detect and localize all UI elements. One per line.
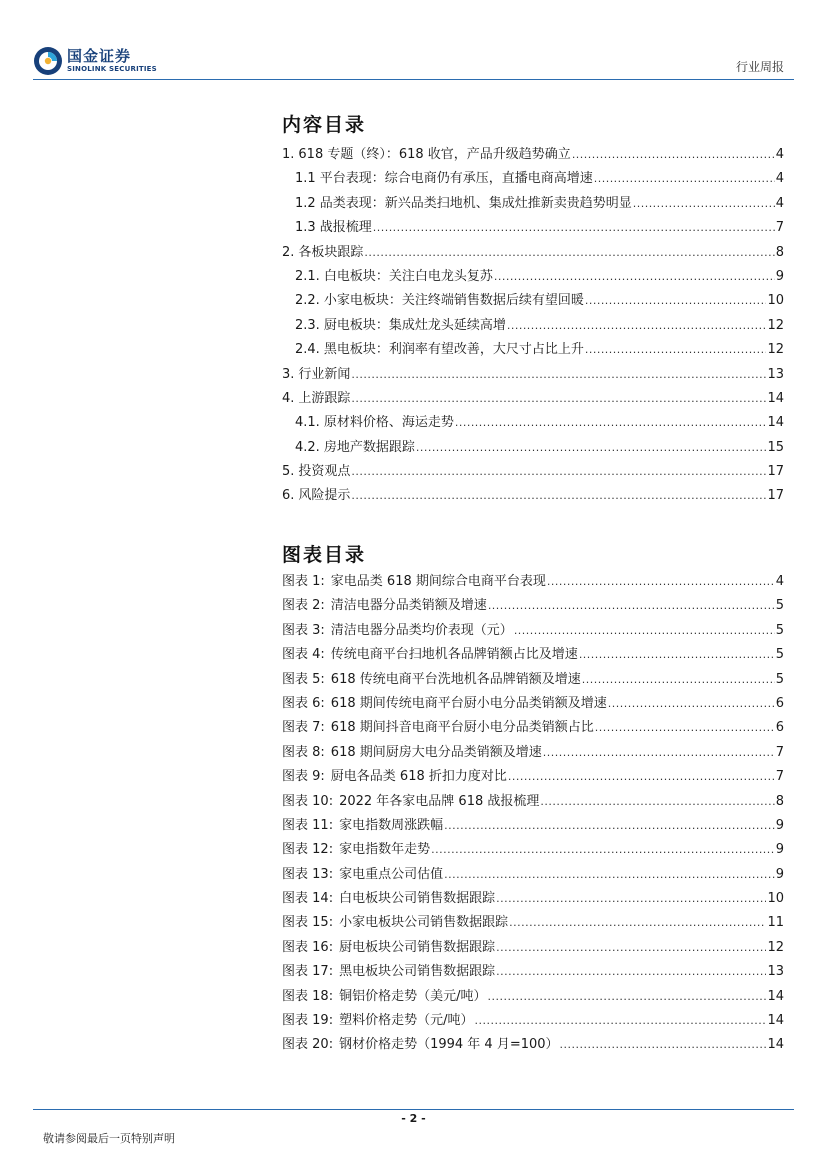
dot-leader [572,148,775,161]
toc-entry-page: 15 [767,439,784,455]
dot-leader [508,770,775,783]
figure-entry-colon: : [328,915,334,931]
figure-entry-page: 7 [775,769,784,785]
dot-leader [594,172,775,185]
toc-entry[interactable] [282,265,784,289]
toc-entry-text: 房地产数据跟踪 [323,439,415,455]
dot-leader [560,1038,767,1051]
figure-entry-colon: : [328,817,334,833]
toc-entry[interactable] [282,216,784,240]
toc-entry-text: 白电板块：关注白电龙头复苏 [323,268,493,284]
figure-entry-colon: : [320,695,325,711]
toc-entry-page: 9 [775,268,784,284]
dot-leader [509,916,766,929]
toc-entry-text: 投资观点 [298,464,351,480]
figure-entry[interactable] [282,643,784,667]
dot-leader [582,673,775,686]
figure-entry-label: 图表 2 [282,598,321,614]
figure-entry-text: 铜铝价格走势（美元/吨） [339,988,487,1004]
figure-entry[interactable] [282,790,784,814]
figure-entry-label: 图表 9 [282,769,321,785]
figure-entry-page: 6 [775,695,784,711]
dot-leader [633,197,775,210]
figure-entry[interactable] [282,985,784,1009]
toc-entry-text: 风险提示 [298,488,351,504]
figure-entry-page: 5 [775,622,784,638]
dot-leader [585,343,767,356]
figure-entry-page: 14 [767,988,784,1004]
figure-entry-colon: : [328,1013,334,1029]
figure-entry-label: 图表 10 [282,793,329,809]
toc-entry-number: 1.2 [295,195,316,211]
toc-entry-text: 小家电板块：关注终端销售数据后续有望回暖 [323,293,584,309]
toc-entry[interactable] [282,460,784,484]
figure-entry[interactable] [282,741,784,765]
toc-entry-page: 13 [767,366,784,382]
figure-entry-label: 图表 13 [282,866,329,882]
toc-entry-page: 4 [775,171,784,187]
toc-entry[interactable] [282,387,784,411]
figure-entry-colon: : [328,866,334,882]
figure-entry-colon: : [320,598,325,614]
toc-entry-page: 14 [767,415,784,431]
figure-entry-label: 图表 5 [282,671,321,687]
toc-entry-number: 3. [282,366,295,382]
figure-entry-colon: : [320,622,325,638]
figure-entry[interactable] [282,960,784,984]
figure-entry-label: 图表 20 [282,1037,329,1053]
figure-entry-label: 图表 11 [282,817,329,833]
toc-entry-number: 1.3 [295,220,316,236]
figure-entry-text: 白电板块公司销售数据跟踪 [339,891,496,907]
figure-entry-text: 小家电板块公司销售数据跟踪 [339,915,509,931]
figure-entry-label: 图表 15 [282,915,329,931]
figure-entry-label: 图表 1 [282,574,321,589]
table-of-contents [282,143,784,509]
toc-entry-page: 14 [767,390,784,406]
sinolink-logo-icon [33,46,63,76]
toc-entry-text: 原材料价格、海运走势 [323,415,454,431]
figure-entry[interactable] [282,1009,784,1033]
figure-entry[interactable] [282,668,784,692]
dot-leader [364,246,774,259]
contents-title: 内容目录 [282,114,367,136]
toc-entry-page: 7 [775,220,784,236]
figure-entry-label: 图表 4 [282,647,321,663]
figure-entry-colon: : [328,1037,334,1053]
toc-entry-text: 上游跟踪 [298,390,351,406]
figure-entry-text: 清洁电器分品类均价表现（元） [330,622,513,638]
figure-entry-colon: : [320,720,325,736]
toc-entry-number: 4. [282,390,295,406]
dot-leader [585,294,767,307]
figure-entry-text: 家电重点公司估值 [339,866,444,882]
toc-entry[interactable] [282,411,784,435]
figure-entry-label: 图表 8 [282,744,321,760]
figure-entry-label: 图表 7 [282,720,321,736]
dot-leader [351,368,766,381]
figure-entry-colon: : [328,988,334,1004]
figure-entry-text: 618 期间传统电商平台厨小电分品类销额及增速 [330,695,607,711]
toc-entry-page: 17 [767,464,784,480]
toc-entry-number: 4.1. [295,415,320,431]
dot-leader [351,489,766,502]
figure-entry-label: 图表 19 [282,1013,329,1029]
document-type: 行业周报 [735,60,784,74]
dot-leader [543,746,775,759]
toc-entry[interactable] [282,314,784,338]
toc-entry-number: 2.2. [295,293,320,309]
logo-english-name: SINOLINK SECURITIES [67,65,157,73]
figure-entry-label: 图表 18 [282,988,329,1004]
figure-entry[interactable] [282,863,784,887]
figure-entry-page: 5 [775,647,784,663]
figure-entry[interactable] [282,619,784,643]
figure-entry-label: 图表 16 [282,939,329,955]
figure-entry[interactable] [282,911,784,935]
figure-entry-label: 图表 14 [282,891,329,907]
toc-entry-number: 2.3. [295,317,320,333]
toc-entry-number: 1. [282,147,295,162]
figure-entry-colon: : [328,891,334,907]
dot-leader [444,819,775,832]
toc-entry-page: 12 [767,317,784,333]
figure-entry-label: 图表 3 [282,622,321,638]
toc-entry-text: 厨电板块：集成灶龙头延续高增 [323,317,506,333]
toc-entry-page: 10 [767,293,784,309]
figure-entry-colon: : [320,744,325,760]
figure-entry-page: 5 [775,598,784,614]
figure-entry-page: 9 [775,842,784,858]
toc-entry[interactable] [282,192,784,216]
dot-leader [496,892,766,905]
figure-entry-colon: : [328,939,334,955]
figure-entry[interactable] [282,936,784,960]
figure-entry-text: 618 传统电商平台洗地机各品牌销额及增速 [330,671,581,687]
figure-entry-text: 家电品类 618 期间综合电商平台表现 [330,574,546,589]
figure-entry[interactable] [282,838,784,862]
company-logo [33,46,157,76]
figure-entry-text: 厨电各品类 618 折扣力度对比 [330,769,507,785]
toc-entry-text: 618 专题（终）：618 收官，产品升级趋势确立 [298,147,571,162]
figure-entry-page: 14 [767,1013,784,1029]
dot-leader [488,599,775,612]
page-header [0,0,827,80]
figure-entry-page: 13 [767,964,784,980]
dot-leader [487,990,766,1003]
toc-entry[interactable] [282,436,784,460]
toc-entry-text: 战报梳理 [319,220,372,236]
figure-entry-page: 11 [767,915,784,931]
dot-leader [579,648,775,661]
figure-entry-text: 家电指数年走势 [339,842,431,858]
dot-leader [416,441,767,454]
dot-leader [351,465,766,478]
toc-entry-number: 1.1 [295,171,316,187]
toc-entry-page: 12 [767,342,784,358]
figure-entry-text: 2022 年各家电品牌 618 战报梳理 [339,793,540,809]
figure-entry-text: 钢材价格走势（1994 年 4 月=100） [339,1037,559,1053]
dot-leader [595,721,775,734]
figure-entry-colon: : [328,964,334,980]
figure-entry-colon: : [320,647,325,663]
figure-entry-label: 图表 6 [282,695,321,711]
toc-entry-number: 2. [282,244,295,260]
toc-entry[interactable] [282,289,784,313]
figure-entry-colon: : [320,769,325,785]
figure-entry-page: 9 [775,866,784,882]
toc-entry-number: 5. [282,464,295,480]
figure-entry-colon: : [320,574,325,589]
figure-entry-text: 家电指数周涨跌幅 [339,817,444,833]
toc-entry-text: 各板块跟踪 [298,244,364,260]
figure-entry[interactable] [282,814,784,838]
toc-entry-number: 2.1. [295,268,320,284]
figure-entry-text: 传统电商平台扫地机各品牌销额占比及增速 [330,647,578,663]
figure-entry-page: 10 [767,891,784,907]
figure-entry[interactable] [282,594,784,618]
toc-entry-number: 2.4. [295,342,320,358]
toc-entry-page: 4 [775,195,784,211]
dot-leader [373,221,775,234]
figure-entry-text: 618 期间抖音电商平台厨小电分品类销额占比 [330,720,594,736]
figure-entry-page: 9 [775,817,784,833]
toc-entry-number: 6. [282,488,295,504]
figure-entry-text: 618 期间厨房大电分品类销额及增速 [330,744,542,760]
figure-entry[interactable] [282,570,784,594]
logo-chinese-name: 国金证券 [67,47,132,65]
figure-entry-page: 8 [775,793,784,809]
toc-entry-text: 品类表现：新兴品类扫地机、集成灶推新卖贵趋势明显 [319,195,632,211]
figure-entry-label: 图表 12 [282,842,329,858]
dot-leader [494,270,775,283]
toc-entry-page: 4 [775,147,784,162]
dot-leader [455,416,767,429]
figure-entry-text: 清洁电器分品类销额及增速 [330,598,487,614]
figures-title: 图表目录 [282,544,367,566]
toc-entry-number: 4.2. [295,439,320,455]
figure-entry-page: 6 [775,720,784,736]
figure-entry-colon: : [328,793,334,809]
dot-leader [608,697,775,710]
footer-disclaimer: 敬请参阅最后一页特别声明 [43,1132,175,1145]
dot-leader [431,843,775,856]
toc-entry-text: 黑电板块：利润率有望改善，大尺寸占比上升 [323,342,584,358]
toc-entry[interactable] [282,338,784,362]
toc-entry-page: 17 [767,488,784,504]
toc-entry-text: 平台表现：综合电商仍有承压，直播电商高增速 [319,171,593,187]
footer-divider [33,1109,794,1110]
figure-entry[interactable] [282,716,784,740]
figure-entry-text: 黑电板块公司销售数据跟踪 [339,964,496,980]
page-number: - 2 - [401,1112,426,1125]
dot-leader [496,941,766,954]
toc-entry[interactable] [282,241,784,265]
dot-leader [351,392,766,405]
list-of-figures [282,570,784,1058]
figure-entry-page: 7 [775,744,784,760]
figure-entry[interactable] [282,765,784,789]
dot-leader [547,575,775,588]
dot-leader [507,319,767,332]
figure-entry-page: 12 [767,939,784,955]
dot-leader [514,624,775,637]
dot-leader [496,965,766,978]
figure-entry-page: 4 [775,574,784,589]
toc-entry[interactable] [282,484,784,508]
toc-entry-page: 8 [775,244,784,260]
toc-entry-text: 行业新闻 [298,366,351,382]
figure-entry-colon: : [320,671,325,687]
figure-entry-label: 图表 17 [282,964,329,980]
figure-entry[interactable] [282,887,784,911]
toc-entry[interactable] [282,363,784,387]
figure-entry-text: 塑料价格走势（元/吨） [339,1013,474,1029]
figure-entry-page: 14 [767,1037,784,1053]
figure-entry-page: 5 [775,671,784,687]
dot-leader [540,795,774,808]
figure-entry[interactable] [282,692,784,716]
figure-entry[interactable] [282,1033,784,1057]
toc-entry[interactable] [282,167,784,191]
dot-leader [444,868,775,881]
dot-leader [474,1014,766,1027]
figure-entry-colon: : [328,842,334,858]
toc-entry[interactable] [282,143,784,167]
header-divider [33,79,794,80]
figure-entry-text: 厨电板块公司销售数据跟踪 [339,939,496,955]
